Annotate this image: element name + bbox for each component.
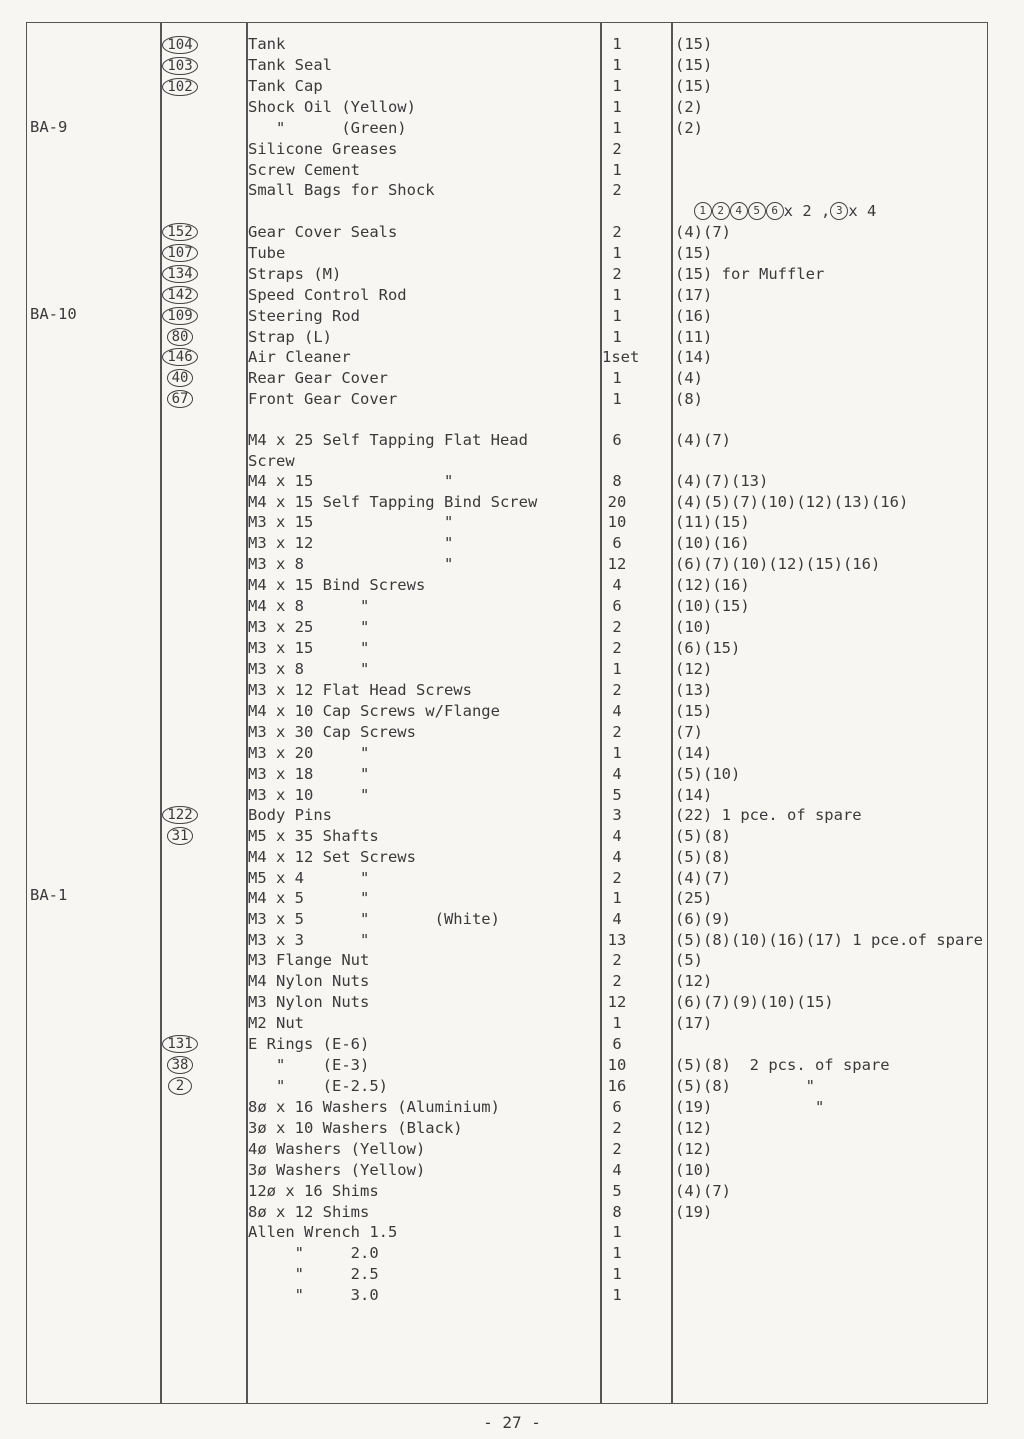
- row-reference: (22) 1 pce. of spare: [675, 806, 862, 824]
- row-description: " 2.5: [248, 1265, 379, 1283]
- row-quantity: 1: [612, 119, 622, 137]
- row-reference: (14): [675, 786, 713, 804]
- row-quantity: 1: [612, 390, 622, 408]
- row-description: Tank: [248, 35, 286, 53]
- row-reference: (17): [675, 286, 713, 304]
- row-reference: (10)(16): [675, 534, 750, 552]
- row-description: Allen Wrench 1.5: [248, 1223, 398, 1241]
- row-description: M4 x 15 ": [248, 472, 454, 490]
- row-reference: (4)(7): [675, 223, 731, 241]
- row-quantity: 1: [612, 98, 622, 116]
- row-description: M3 x 3 ": [248, 931, 370, 949]
- row-reference: (5)(8) 2 pcs. of spare: [675, 1056, 890, 1074]
- row-quantity: 1: [612, 369, 622, 387]
- row-description: 3ø x 10 Washers (Black): [248, 1119, 463, 1137]
- row-description: M3 Flange Nut: [248, 951, 370, 969]
- row-reference: (5)(8): [675, 827, 731, 845]
- row-description: M3 x 8 ": [248, 660, 370, 678]
- circled-number: 5: [748, 202, 766, 220]
- row-reference: (19): [675, 1203, 713, 1221]
- row-description: Steering Rod: [248, 307, 360, 325]
- row-quantity: 1: [612, 244, 622, 262]
- row-quantity: 1: [612, 1223, 622, 1241]
- row-description: 3ø Washers (Yellow): [248, 1161, 426, 1179]
- row-reference: (4)(7): [675, 431, 731, 449]
- part-number: 102: [160, 77, 200, 96]
- row-quantity: 20: [607, 493, 627, 511]
- part-number: 146: [160, 347, 200, 366]
- part-number: 103: [160, 56, 200, 75]
- part-number: 67: [160, 389, 200, 408]
- row-reference: (5)(10): [675, 765, 741, 783]
- row-quantity: 1: [612, 56, 622, 74]
- row-description: " (E-2.5): [248, 1077, 388, 1095]
- row-reference: (15): [675, 77, 713, 95]
- row-description: M3 x 12 ": [248, 534, 454, 552]
- part-number: 107: [160, 243, 200, 262]
- row-description: M2 Nut: [248, 1014, 304, 1032]
- row-quantity: 2: [612, 618, 622, 636]
- row-description: Screw: [248, 452, 295, 470]
- row-description: M3 x 30 Cap Screws: [248, 723, 416, 741]
- row-reference: (10): [675, 618, 713, 636]
- row-reference: (10)(15): [675, 597, 750, 615]
- row-reference: (6)(7)(9)(10)(15): [675, 993, 834, 1011]
- row-quantity: 2: [612, 639, 622, 657]
- row-quantity: 1: [612, 1265, 622, 1283]
- part-number: 31: [160, 826, 200, 845]
- row-reference: (5)(8) ": [675, 1077, 815, 1095]
- row-reference: (12): [675, 1119, 713, 1137]
- row-description: M4 x 12 Set Screws: [248, 848, 416, 866]
- row-quantity: 2: [612, 265, 622, 283]
- row-description: M4 x 15 Self Tapping Bind Screw: [248, 493, 538, 511]
- row-reference: (4): [675, 369, 703, 387]
- row-reference: (16): [675, 307, 713, 325]
- row-reference: (14): [675, 744, 713, 762]
- row-quantity: 1: [612, 1014, 622, 1032]
- row-quantity: 4: [612, 576, 622, 594]
- row-quantity: 2: [612, 869, 622, 887]
- row-description: Speed Control Rod: [248, 286, 407, 304]
- row-description: 4ø Washers (Yellow): [248, 1140, 426, 1158]
- column-divider: [671, 22, 673, 1404]
- row-description: E Rings (E-6): [248, 1035, 370, 1053]
- row-quantity: 1: [612, 1244, 622, 1262]
- row-description: M3 x 10 ": [248, 786, 370, 804]
- row-description: Straps (M): [248, 265, 342, 283]
- row-quantity: 6: [612, 1035, 622, 1053]
- row-quantity: 12: [607, 555, 627, 573]
- row-quantity: 6: [612, 597, 622, 615]
- row-description: Rear Gear Cover: [248, 369, 388, 387]
- row-description: " (E-3): [248, 1056, 370, 1074]
- row-quantity: 2: [612, 951, 622, 969]
- row-quantity: 2: [612, 223, 622, 241]
- row-description: Shock Oil (Yellow): [248, 98, 416, 116]
- row-quantity: 8: [612, 472, 622, 490]
- row-reference: (11): [675, 328, 713, 346]
- row-quantity: 4: [612, 1161, 622, 1179]
- row-description: M5 x 4 ": [248, 869, 370, 887]
- row-quantity: 4: [612, 827, 622, 845]
- row-reference: (15): [675, 35, 713, 53]
- circled-number: 4: [730, 202, 748, 220]
- row-quantity: 2: [612, 723, 622, 741]
- row-quantity: 2: [612, 181, 622, 199]
- row-description: Gear Cover Seals: [248, 223, 398, 241]
- row-quantity: 5: [612, 786, 622, 804]
- circled-number: 1: [694, 202, 712, 220]
- row-description: Air Cleaner: [248, 348, 351, 366]
- row-description: 8ø x 12 Shims: [248, 1203, 370, 1221]
- circled-number: 6: [766, 202, 784, 220]
- row-quantity: 4: [612, 702, 622, 720]
- row-reference: (10): [675, 1161, 713, 1179]
- row-quantity: 4: [612, 765, 622, 783]
- part-number: 2: [160, 1076, 200, 1095]
- row-quantity: 2: [612, 140, 622, 158]
- row-description: Silicone Greases: [248, 140, 398, 158]
- row-reference: (4)(7): [675, 1182, 731, 1200]
- part-number: 38: [160, 1055, 200, 1074]
- row-description: Small Bags for Shock: [248, 181, 435, 199]
- circled-number: 3: [830, 202, 848, 220]
- row-reference: (14): [675, 348, 713, 366]
- page-number: - 27 -: [483, 1413, 541, 1432]
- bag-label: BA-1: [30, 886, 68, 904]
- row-quantity: 1: [612, 286, 622, 304]
- row-description: " 3.0: [248, 1286, 379, 1304]
- row-reference: (8): [675, 390, 703, 408]
- row-quantity: 6: [612, 534, 622, 552]
- row-quantity: 8: [612, 1203, 622, 1221]
- row-quantity: 6: [612, 1098, 622, 1116]
- row-reference: (6)(9): [675, 910, 731, 928]
- row-description: M4 Nylon Nuts: [248, 972, 370, 990]
- row-description: Tube: [248, 244, 286, 262]
- row-description: M3 x 15 ": [248, 513, 454, 531]
- row-quantity: 13: [607, 931, 627, 949]
- row-description: M4 x 15 Bind Screws: [248, 576, 426, 594]
- row-description: M3 x 5 " (White): [248, 910, 500, 928]
- part-number: 80: [160, 327, 200, 346]
- row-description: Strap (L): [248, 328, 332, 346]
- row-description: M3 x 8 ": [248, 555, 454, 573]
- row-description: " 2.0: [248, 1244, 379, 1262]
- row-description: M4 x 8 ": [248, 597, 370, 615]
- row-quantity: 1: [612, 35, 622, 53]
- row-quantity: 1: [612, 307, 622, 325]
- row-quantity: 1: [612, 161, 622, 179]
- row-description: M3 x 15 ": [248, 639, 370, 657]
- row-reference: (4)(7): [675, 869, 731, 887]
- row-reference: (15): [675, 56, 713, 74]
- row-description: Tank Seal: [248, 56, 332, 74]
- row-reference: (5): [675, 951, 703, 969]
- row-reference: (12): [675, 1140, 713, 1158]
- row-quantity: 3: [612, 806, 622, 824]
- part-number: 104: [160, 35, 200, 54]
- row-description: M3 x 20 ": [248, 744, 370, 762]
- row-description: M4 x 10 Cap Screws w/Flange: [248, 702, 500, 720]
- row-reference: (5)(8): [675, 848, 731, 866]
- circled-number: 2: [712, 202, 730, 220]
- part-number: 122: [160, 805, 200, 824]
- bag-label: BA-9: [30, 118, 68, 136]
- row-reference: (6)(15): [675, 639, 741, 657]
- row-quantity: 16: [607, 1077, 627, 1095]
- row-description: M5 x 35 Shafts: [248, 827, 379, 845]
- row-quantity: 2: [612, 1140, 622, 1158]
- row-quantity: 1: [612, 744, 622, 762]
- row-reference: (7): [675, 723, 703, 741]
- row-quantity: 5: [612, 1182, 622, 1200]
- row-quantity: 10: [607, 1056, 627, 1074]
- row-reference: (15): [675, 244, 713, 262]
- row-reference: (4)(7)(13): [675, 472, 769, 490]
- row-reference: (2): [675, 119, 703, 137]
- row-reference: (15) for Muffler: [675, 265, 825, 283]
- row-description: " (Green): [248, 119, 407, 137]
- part-number: 109: [160, 306, 200, 325]
- row-description: Tank Cap: [248, 77, 323, 95]
- row-reference: (4)(5)(7)(10)(12)(13)(16): [675, 493, 909, 511]
- row-reference: (12): [675, 972, 713, 990]
- part-number: 152: [160, 222, 200, 241]
- row-quantity: 1: [612, 660, 622, 678]
- row-description: M3 x 18 ": [248, 765, 370, 783]
- row-reference: (17): [675, 1014, 713, 1032]
- row-quantity: 6: [612, 431, 622, 449]
- row-quantity: 1: [612, 889, 622, 907]
- row-quantity: 1set: [602, 348, 640, 366]
- shock-reference: 1 2 4 5 6 x 2 , 3 x 4: [675, 180, 876, 222]
- part-number: 134: [160, 264, 200, 283]
- row-quantity: 4: [612, 910, 622, 928]
- row-quantity: 2: [612, 1119, 622, 1137]
- row-quantity: 2: [612, 681, 622, 699]
- row-description: M4 x 5 ": [248, 889, 370, 907]
- row-description: Screw Cement: [248, 161, 360, 179]
- row-description: 12ø x 16 Shims: [248, 1182, 379, 1200]
- row-reference: (19) ": [675, 1098, 825, 1116]
- row-description: M3 Nylon Nuts: [248, 993, 370, 1011]
- row-description: Front Gear Cover: [248, 390, 398, 408]
- row-description: M3 x 12 Flat Head Screws: [248, 681, 472, 699]
- row-description: Body Pins: [248, 806, 332, 824]
- row-reference: (12)(16): [675, 576, 750, 594]
- row-quantity: 2: [612, 972, 622, 990]
- row-quantity: 10: [607, 513, 627, 531]
- part-number: 142: [160, 285, 200, 304]
- row-quantity: 12: [607, 993, 627, 1011]
- row-quantity: 1: [612, 1286, 622, 1304]
- row-description: 8ø x 16 Washers (Aluminium): [248, 1098, 500, 1116]
- row-quantity: 4: [612, 848, 622, 866]
- row-quantity: 1: [612, 328, 622, 346]
- row-reference: (13): [675, 681, 713, 699]
- row-reference: (5)(8)(10)(16)(17) 1 pce.of spare: [675, 931, 983, 949]
- row-description: M3 x 25 ": [248, 618, 370, 636]
- row-quantity: 1: [612, 77, 622, 95]
- row-reference: (12): [675, 660, 713, 678]
- part-number: 40: [160, 368, 200, 387]
- bag-label: BA-10: [30, 305, 77, 323]
- part-number: 131: [160, 1034, 200, 1053]
- row-description: M4 x 25 Self Tapping Flat Head: [248, 431, 528, 449]
- row-reference: (6)(7)(10)(12)(15)(16): [675, 555, 881, 573]
- row-reference: (25): [675, 889, 713, 907]
- row-reference: (15): [675, 702, 713, 720]
- row-reference: (11)(15): [675, 513, 750, 531]
- row-reference: (2): [675, 98, 703, 116]
